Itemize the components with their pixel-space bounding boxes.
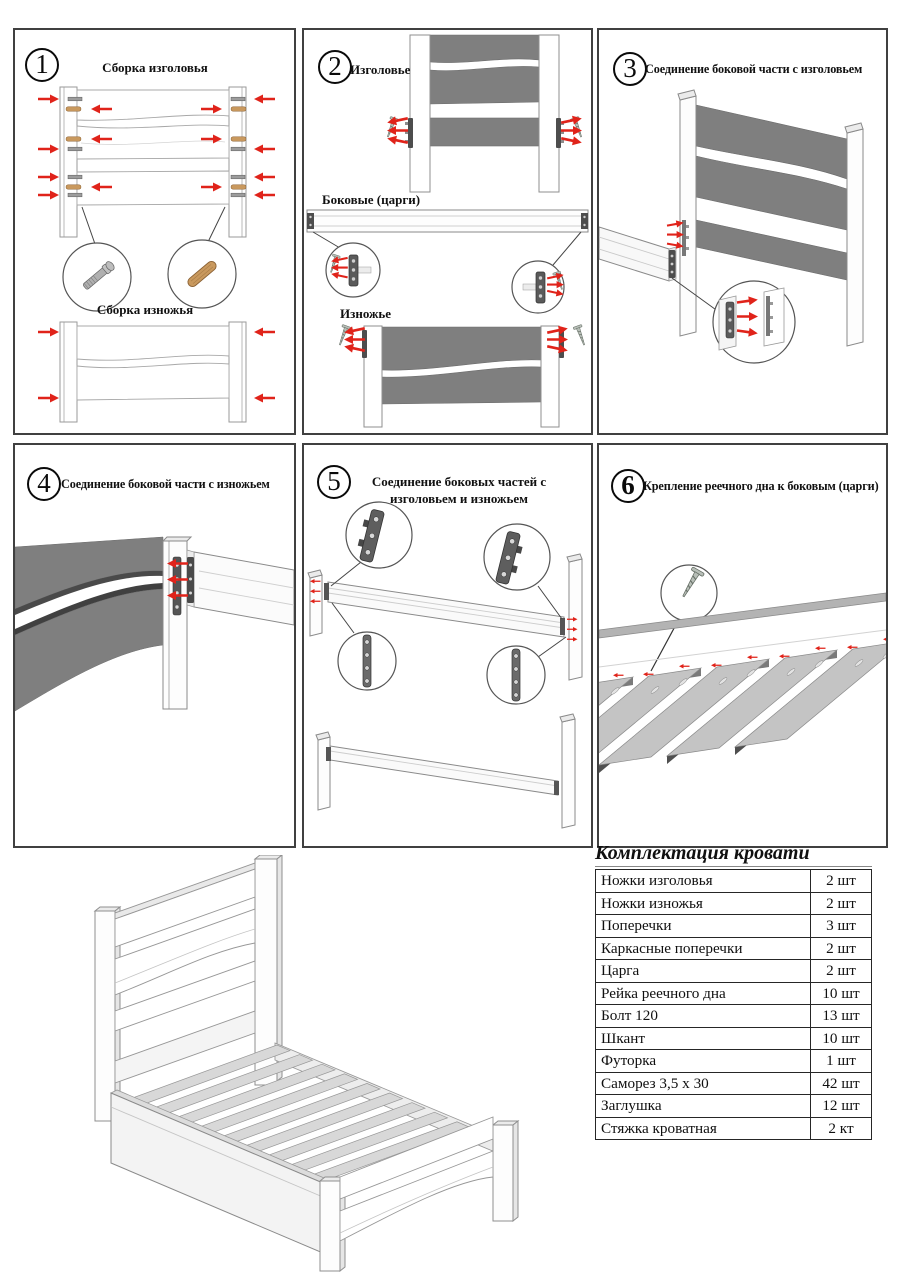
step3-title: Соединение боковой части с изголовьем	[645, 62, 863, 76]
panel-step-5	[302, 443, 593, 848]
kit-item-qty: 2 шт	[811, 937, 872, 960]
flat-plate-icon	[512, 649, 520, 701]
panel-step-6	[597, 443, 888, 848]
kit-item-qty: 1 шт	[811, 1050, 872, 1073]
kit-item-qty: 13 шт	[811, 1005, 872, 1028]
step-number-4: 4	[27, 467, 61, 501]
kit-title: Комплектация кровати	[595, 842, 872, 867]
side-rail	[187, 550, 294, 625]
step5-title: Соединение боковых частей с изголовьем и изножьем	[371, 474, 547, 506]
step6-title: Крепление реечного дна к боковым (царги)	[643, 479, 879, 493]
step-number-2: 2	[318, 50, 352, 84]
parts-table	[595, 869, 872, 1140]
kit-item-name: Болт 120	[596, 1005, 811, 1028]
kit-item-name: Рейка реечного дна	[596, 982, 811, 1005]
footboard-panel	[382, 327, 541, 404]
table-row	[596, 1095, 872, 1118]
kit-item-name: Футорка	[596, 1050, 811, 1073]
table-row	[596, 892, 872, 915]
step1-diagram	[15, 30, 294, 433]
headboard-planks	[430, 35, 539, 146]
step4-title: Соединение боковой части с изножьем	[61, 477, 270, 491]
kit-item-name: Саморез 3,5 х 30	[596, 1072, 811, 1095]
kit-item-name: Царга	[596, 960, 811, 983]
kit-item-qty: 2 шт	[811, 960, 872, 983]
step-number-1: 1	[25, 48, 59, 82]
kit-item-name: Ножки изножья	[596, 892, 811, 915]
headboard-planks	[696, 105, 847, 280]
assembled-bed-drawing	[25, 855, 590, 1275]
kit-item-name: Ножки изголовья	[596, 870, 811, 893]
kit-item-name: Заглушка	[596, 1095, 811, 1118]
panel-step-1	[13, 28, 296, 435]
side-rail	[599, 593, 886, 638]
panel-step-2	[302, 28, 593, 435]
step2-label-headboard: Изголовье	[350, 62, 411, 77]
step6-diagram	[599, 445, 886, 846]
flat-plate-icon	[363, 635, 371, 687]
screw-icon	[336, 324, 351, 346]
side-rail	[599, 227, 676, 281]
side-rail	[307, 210, 588, 232]
step1-label-footboard-assembly: Сборка изножья	[96, 302, 194, 317]
screw-icon	[573, 324, 588, 346]
kit-item-qty: 10 шт	[811, 1027, 872, 1050]
step-number-6: 6	[611, 469, 645, 503]
table-row	[596, 937, 872, 960]
table-row	[596, 1072, 872, 1095]
bed-isometric-view	[25, 855, 590, 1275]
table-row	[596, 1117, 872, 1140]
kit-item-name: Каркасные поперечки	[596, 937, 811, 960]
footboard-panels	[15, 537, 163, 711]
table-row	[596, 915, 872, 938]
step2-label-side-rails: Боковые (царги)	[322, 192, 421, 207]
step2-label-footboard: Изножье	[340, 306, 392, 321]
kit-item-qty: 10 шт	[811, 982, 872, 1005]
slats	[599, 641, 886, 791]
table-row	[596, 1005, 872, 1028]
kit-item-qty: 2 шт	[811, 892, 872, 915]
panel-step-4	[13, 443, 296, 848]
side-rail	[324, 582, 565, 637]
kit-item-qty: 2 шт	[811, 870, 872, 893]
step-number-3: 3	[613, 52, 647, 86]
kit-item-qty: 42 шт	[811, 1072, 872, 1095]
side-rail	[326, 746, 559, 795]
table-row	[596, 960, 872, 983]
parts-kit	[595, 842, 872, 1140]
kit-item-name: Шкант	[596, 1027, 811, 1050]
table-row	[596, 1050, 872, 1073]
kit-item-qty: 12 шт	[811, 1095, 872, 1118]
step-number-5: 5	[317, 465, 351, 499]
kit-item-name: Стяжка кроватная	[596, 1117, 811, 1140]
step4-diagram	[15, 445, 294, 846]
panel-step-3	[597, 28, 888, 435]
table-row	[596, 982, 872, 1005]
kit-item-qty: 3 шт	[811, 915, 872, 938]
table-row	[596, 1027, 872, 1050]
step3-diagram	[599, 30, 886, 433]
kit-item-qty: 2 кт	[811, 1117, 872, 1140]
step1-label-headboard-assembly: Сборка изголовья	[102, 60, 208, 75]
table-row	[596, 870, 872, 893]
step2-diagram	[304, 30, 591, 433]
kit-item-name: Поперечки	[596, 915, 811, 938]
